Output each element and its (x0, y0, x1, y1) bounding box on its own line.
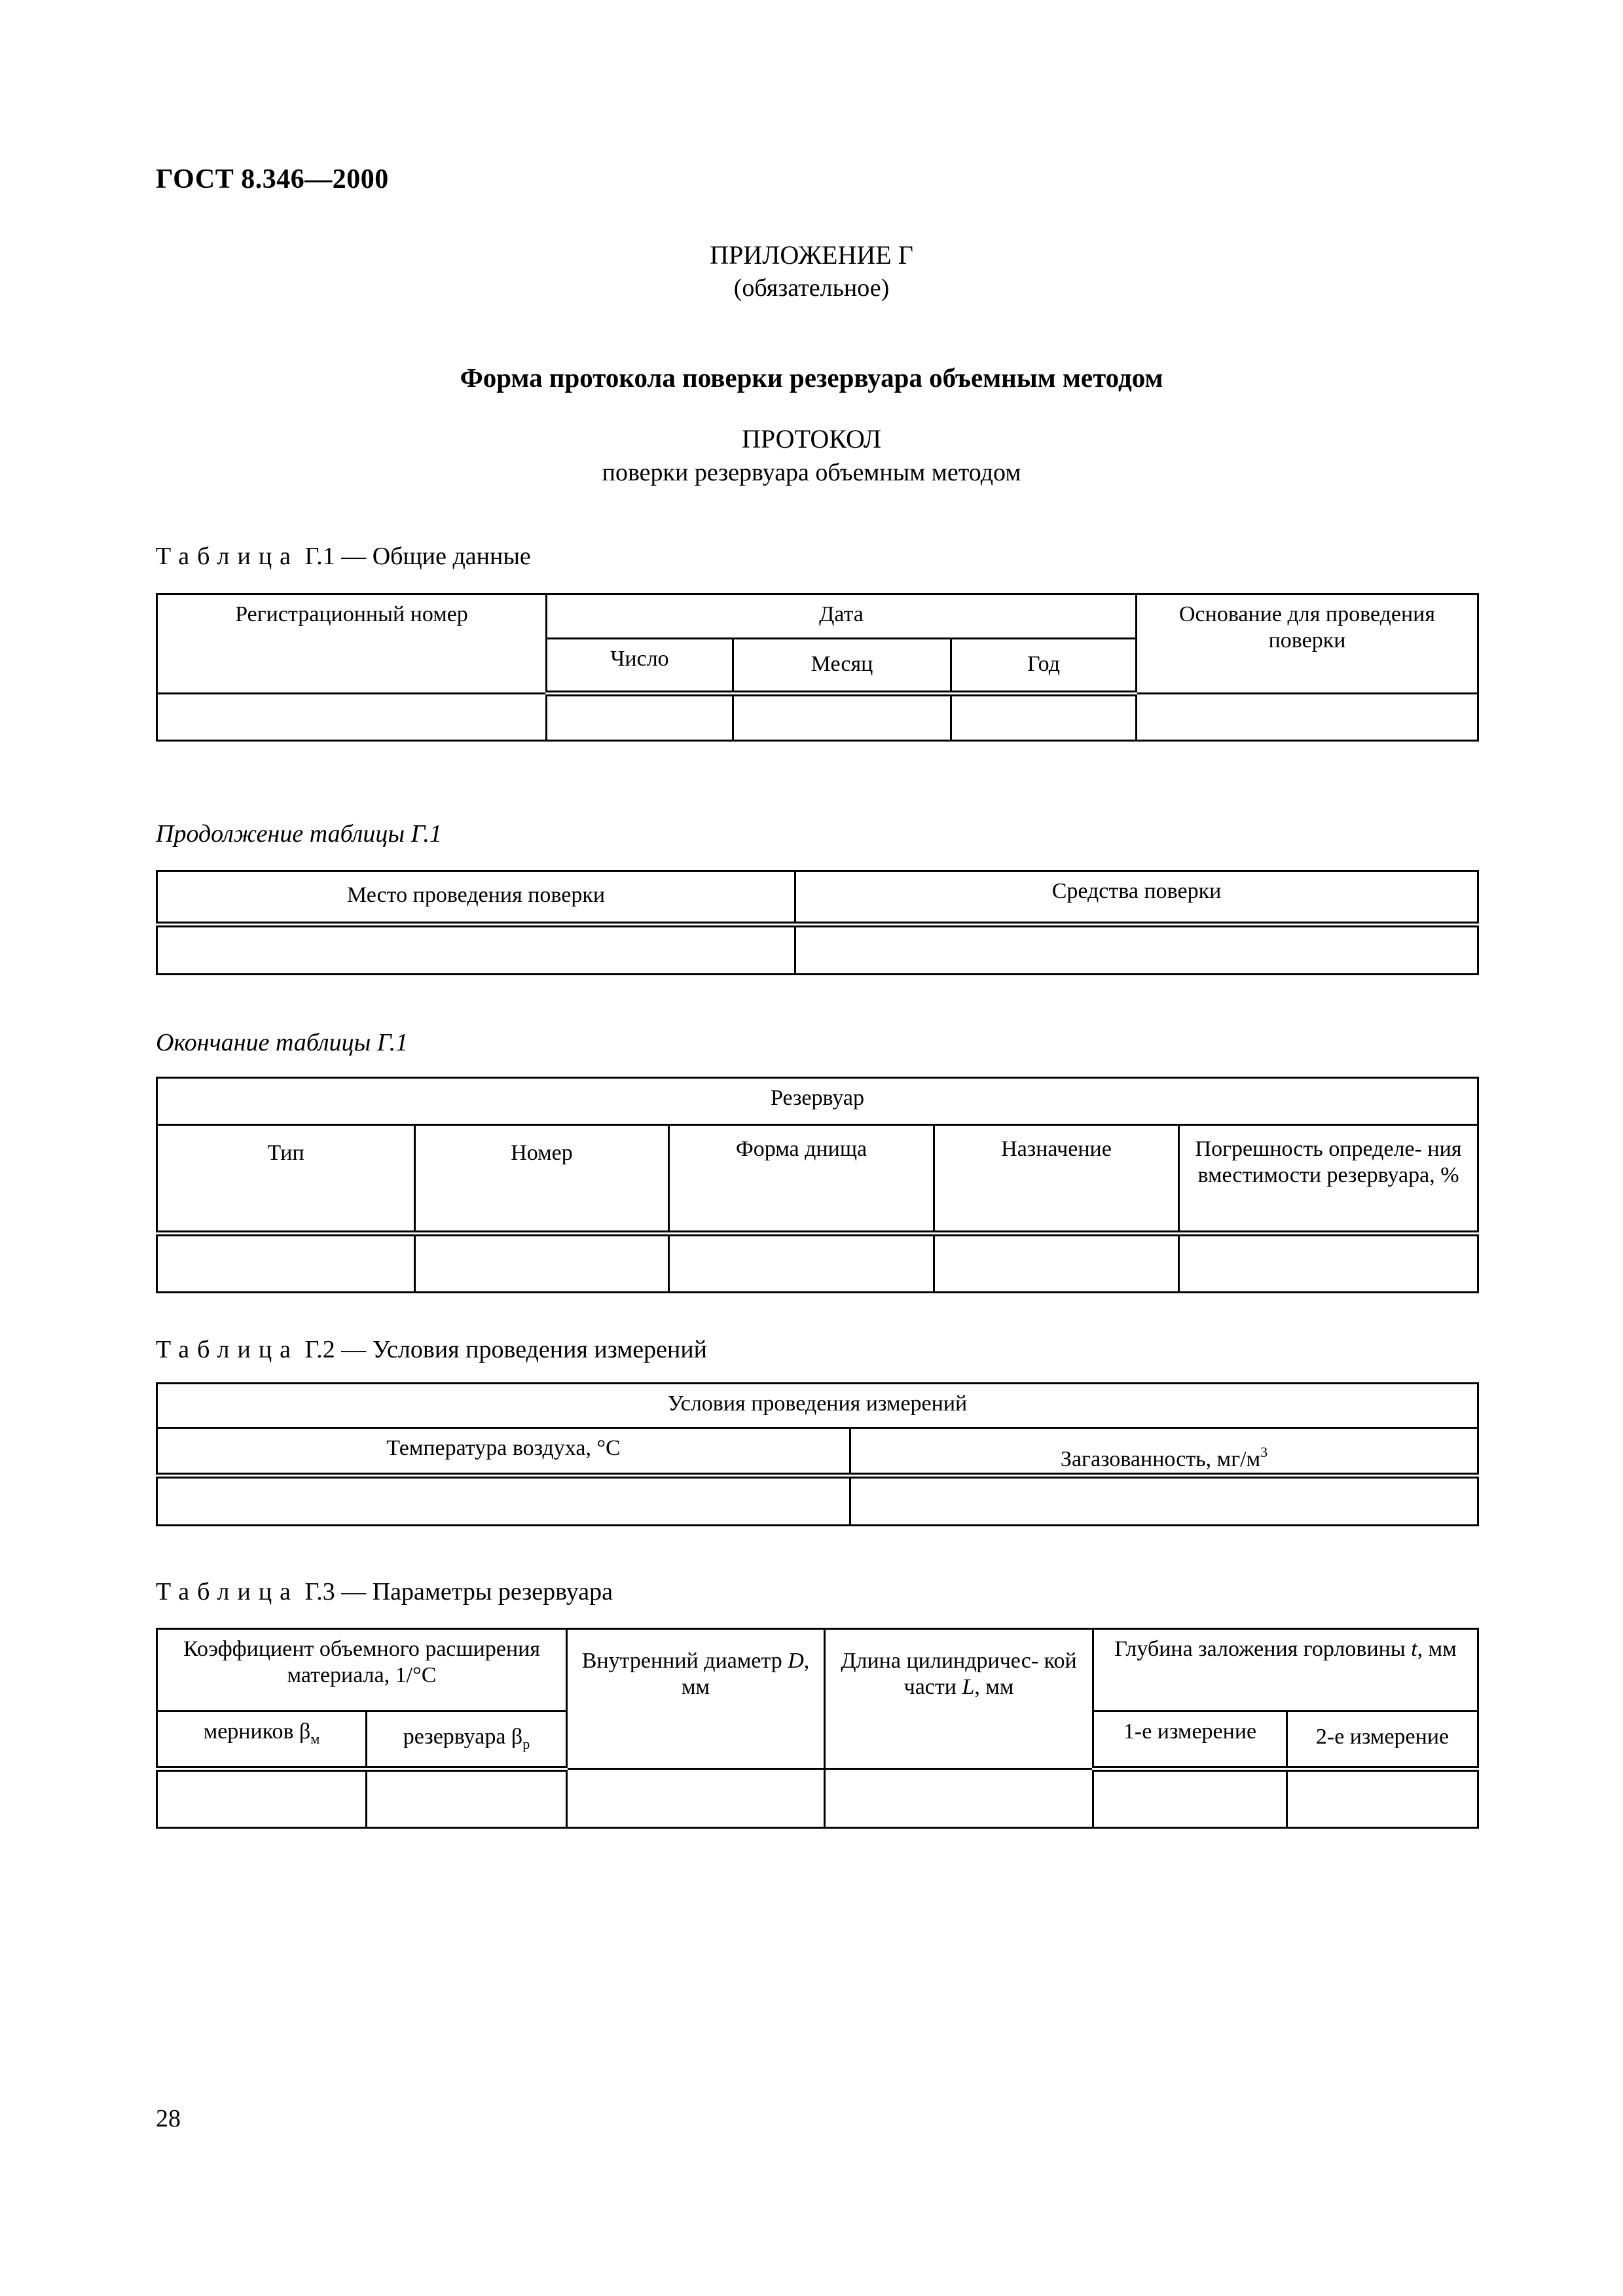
g1c-col-tools: Средства поверки (795, 871, 1478, 925)
g2-col-gas: Загазованность, мг/м (1060, 1447, 1261, 1471)
table-g1-cont-caption: Продолжение таблицы Г.1 (156, 820, 442, 848)
table-g2-caption-rest: Г.2 — Условия проведения измерений (304, 1336, 708, 1363)
table-g3 (156, 1628, 1479, 1829)
g3-col-diam-b: , мм (681, 1649, 810, 1699)
g2-col-temp: Температура воздуха, °С (157, 1428, 850, 1476)
g3-col-len-a: Длина цилиндричес- кой части (841, 1649, 1077, 1699)
g3-col-depth-b: , мм (1417, 1637, 1457, 1661)
g2-cell-gas[interactable] (850, 1476, 1478, 1526)
g1-col-basis: Основание для проведения поверки (1137, 594, 1478, 694)
g3-col-tank-cell (367, 1712, 567, 1769)
g3-cell-diam[interactable] (567, 1769, 825, 1828)
g1-cell-basis[interactable] (1137, 694, 1478, 741)
protocol-title: ПРОТОКОЛ (741, 424, 881, 454)
g3-cell-tank[interactable] (367, 1769, 567, 1828)
g3-col-measures: мерников β (203, 1719, 311, 1744)
g2-col-gas-cell (850, 1428, 1478, 1476)
g1-cell-month[interactable] (733, 694, 951, 741)
g3-col-coef: Коэффициент объемного расширения материала, 1/°С (157, 1629, 567, 1712)
g2-cell-temp[interactable] (157, 1476, 850, 1526)
table-g1-end (156, 1077, 1479, 1293)
g1-cell-reg[interactable] (157, 694, 547, 741)
g1e-col-type: Тип (157, 1125, 415, 1234)
g3-col-tank: резервуара β (403, 1725, 523, 1749)
table-g1-end-caption: Окончание таблицы Г.1 (156, 1029, 409, 1056)
g1-col-day: Число (547, 639, 733, 694)
g1c-cell-place[interactable] (157, 925, 795, 975)
table-g1-cont (156, 870, 1479, 975)
g3-col-depth-a: Глубина заложения горловины (1114, 1637, 1406, 1661)
table-g1-caption-rest: Г.1 — Общие данные (304, 543, 531, 570)
g1e-cell-error[interactable] (1179, 1234, 1478, 1293)
g1e-cell-type[interactable] (157, 1234, 415, 1293)
appendix-title: ПРИЛОЖЕНИЕ Г (710, 240, 913, 270)
table-g3-caption-rest: Г.3 — Параметры резервуара (304, 1578, 613, 1605)
table-g2-caption (156, 1335, 707, 1364)
g3-col-depth-var: t (1411, 1637, 1417, 1661)
g3-col-meas2: 2-е измерение (1287, 1712, 1478, 1769)
table-g1-caption-prefix: Таблица (156, 543, 299, 570)
g1-col-year: Год (951, 639, 1137, 694)
g3-col-tank-sub: р (522, 1736, 530, 1752)
g1c-cell-tools[interactable] (795, 925, 1478, 975)
g1-col-reg: Регистрационный номер (157, 594, 547, 694)
g1e-col-tank: Резервуар (157, 1078, 1478, 1125)
g1e-col-number: Номер (415, 1125, 669, 1234)
g1e-col-bottom: Форма днища (669, 1125, 934, 1234)
g3-col-meas1: 1-е измерение (1093, 1712, 1287, 1769)
g1-cell-day[interactable] (547, 694, 733, 741)
g1e-cell-purpose[interactable] (934, 1234, 1179, 1293)
g2-col-gas-sup: 3 (1260, 1444, 1268, 1460)
page-number: 28 (156, 2105, 181, 2132)
table-g2-caption-prefix: Таблица (156, 1336, 299, 1363)
g3-cell-len[interactable] (825, 1769, 1093, 1828)
g1e-col-error: Погрешность определе- ния вместимости резервуара, % (1179, 1125, 1478, 1234)
g3-col-measures-sub: м (310, 1731, 320, 1747)
appendix-subtitle: (обязательное) (733, 274, 890, 302)
protocol-subtitle: поверки резервуара объемным методом (602, 459, 1021, 486)
g3-col-diam-var: D (788, 1649, 804, 1673)
table-g1 (156, 593, 1479, 742)
g1e-cell-number[interactable] (415, 1234, 669, 1293)
g3-col-diam-a: Внутренний диаметр (581, 1649, 782, 1673)
g3-col-len (825, 1629, 1093, 1769)
g3-cell-meas2[interactable] (1287, 1769, 1478, 1828)
g1-col-month: Месяц (733, 639, 951, 694)
g3-col-len-b: , мм (974, 1675, 1014, 1699)
g1-col-date: Дата (547, 594, 1137, 639)
g3-col-diam (567, 1629, 825, 1769)
g1-cell-year[interactable] (951, 694, 1137, 741)
document-code: ГОСТ 8.346—2000 (156, 164, 389, 194)
g3-cell-measures[interactable] (157, 1769, 367, 1828)
g1e-col-purpose: Назначение (934, 1125, 1179, 1234)
g2-col-conditions: Условия проведения измерений (157, 1384, 1478, 1428)
form-title: Форма протокола поверки резервуара объемным методом (460, 363, 1163, 393)
table-g3-caption (156, 1577, 613, 1606)
g3-col-depth (1093, 1629, 1478, 1712)
table-g2 (156, 1382, 1479, 1526)
g3-col-len-var: L (962, 1675, 975, 1699)
g1c-col-place: Место проведения поверки (157, 871, 795, 925)
g1e-cell-bottom[interactable] (669, 1234, 934, 1293)
table-g1-caption (156, 542, 531, 571)
g3-col-measures-cell (157, 1712, 367, 1769)
g3-cell-meas1[interactable] (1093, 1769, 1287, 1828)
table-g3-caption-prefix: Таблица (156, 1578, 299, 1605)
